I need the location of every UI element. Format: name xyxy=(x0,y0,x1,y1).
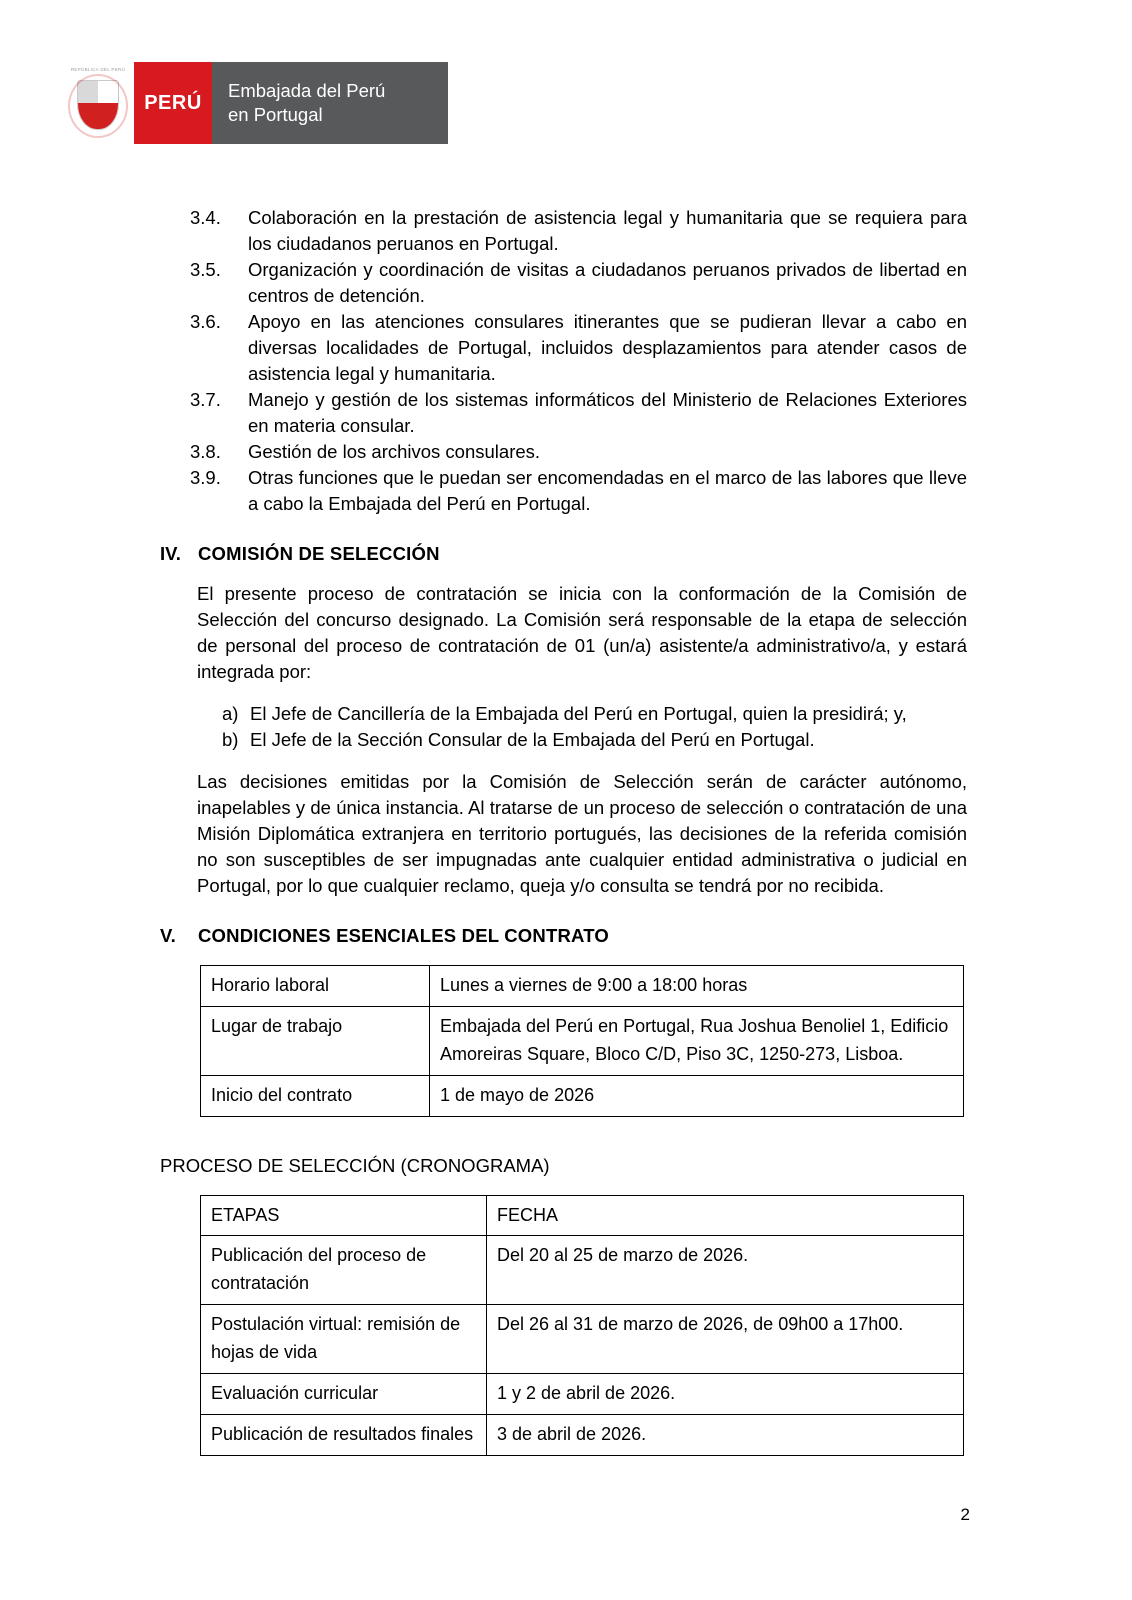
shield-shape xyxy=(77,80,119,130)
table-row xyxy=(201,1414,964,1455)
list-item-number: 3.7. xyxy=(190,389,221,410)
list-item xyxy=(190,309,967,387)
list-item-text: Manejo y gestión de los sistemas informáticos del Ministerio de Relaciones Exteriores en materia consular. xyxy=(248,389,967,436)
peru-coat-of-arms-icon xyxy=(62,62,134,144)
section-iv-paragraph-1: El presente proceso de contratación se inicia con la conformación de la Comisión de Selección del concurso designado. La Comisión será responsable de la etapa de selección de personal del proceso de contratación de 01 (un/a) asistente/a administrativo/a, y estará integrada por: xyxy=(197,583,967,682)
table-row xyxy=(201,966,964,1007)
condition-label: Horario laboral xyxy=(201,966,430,1007)
section-iv-paragraph-2: Las decisiones emitidas por la Comisión de Selección serán de carácter autónomo, inapelables y de única instancia. Al tratarse de un proceso de selección o contratación de una Misión Diplomática extranjera en territorio portugués, las decisiones de la referida comisión no son susceptibles de ser impugnadas ante cualquier entidad administrativa o judicial en Portugal, por lo que cualquier reclamo, queja y/o consulta se tendrá por no recibida. xyxy=(197,771,967,896)
section-heading-iv xyxy=(0,543,1132,565)
list-item xyxy=(190,387,967,439)
condition-value: 1 de mayo de 2026 xyxy=(430,1075,964,1116)
page-number: 2 xyxy=(960,1505,970,1524)
list-item xyxy=(222,727,967,753)
stage-cell: Publicación del proceso de contratación xyxy=(201,1236,487,1305)
stage-cell: Publicación de resultados finales xyxy=(201,1414,487,1455)
schedule-caption: PROCESO DE SELECCIÓN (CRONOGRAMA) xyxy=(160,1154,550,1176)
functions-list xyxy=(0,205,1132,517)
embassy-name-line2: en Portugal xyxy=(228,104,323,125)
list-item-text: El Jefe de Cancillería de la Embajada del Perú en Portugal, quien la presidirá; y, xyxy=(250,703,907,724)
condition-label: Lugar de trabajo xyxy=(201,1006,430,1075)
list-item-number: 3.6. xyxy=(190,311,221,332)
list-item-number: 3.8. xyxy=(190,441,221,462)
section-title: CONDICIONES ESENCIALES DEL CONTRATO xyxy=(198,925,609,946)
list-item-text: Apoyo en las atenciones consulares itinerantes que se pudieran llevar a cabo en diversas localidades de Portugal, incluidos desplazamientos para atender casos de asistencia legal y humanitaria. xyxy=(248,311,967,384)
list-item xyxy=(190,257,967,309)
table-row xyxy=(201,1236,964,1305)
date-cell: 1 y 2 de abril de 2026. xyxy=(487,1374,964,1415)
commission-members-list xyxy=(0,701,1132,753)
peru-label: PERÚ xyxy=(134,62,212,144)
list-item xyxy=(222,701,967,727)
table-row xyxy=(201,1075,964,1116)
list-item xyxy=(190,465,967,517)
table-header-row xyxy=(201,1195,964,1236)
condition-value: Lunes a viernes de 9:00 a 18:00 horas xyxy=(430,966,964,1007)
crest-motto-text: REPÚBLICA DEL PERÚ xyxy=(70,67,126,72)
contract-conditions-table xyxy=(200,965,964,1117)
embassy-name-block xyxy=(212,62,448,144)
column-header-date: FECHA xyxy=(487,1195,964,1236)
contract-conditions-table-wrap xyxy=(0,965,1132,1117)
date-cell: Del 26 al 31 de marzo de 2026, de 09h00 a 17h00. xyxy=(487,1305,964,1374)
list-item-number: 3.5. xyxy=(190,259,221,280)
section-heading-v xyxy=(0,925,1132,947)
list-item xyxy=(190,439,967,465)
section-number: IV. xyxy=(160,543,181,564)
table-row xyxy=(201,1305,964,1374)
table-row xyxy=(201,1006,964,1075)
list-item-marker: b) xyxy=(222,729,239,750)
list-item-number: 3.4. xyxy=(190,207,221,228)
list-item-text: Otras funciones que le puedan ser encomendadas en el marco de las labores que lleve a cabo la Embajada del Perú en Portugal. xyxy=(248,467,967,514)
section-number: V. xyxy=(160,925,176,946)
date-cell: Del 20 al 25 de marzo de 2026. xyxy=(487,1236,964,1305)
stage-cell: Postulación virtual: remisión de hojas de vida xyxy=(201,1305,487,1374)
date-cell: 3 de abril de 2026. xyxy=(487,1414,964,1455)
embassy-name-line1: Embajada del Perú xyxy=(228,79,386,101)
table-row xyxy=(201,1374,964,1415)
section-title: COMISIÓN DE SELECCIÓN xyxy=(198,543,440,564)
column-header-stages: ETAPAS xyxy=(201,1195,487,1236)
list-item xyxy=(190,205,967,257)
schedule-table xyxy=(200,1195,964,1456)
condition-label: Inicio del contrato xyxy=(201,1075,430,1116)
list-item-marker: a) xyxy=(222,703,239,724)
embassy-header-logo xyxy=(62,62,448,144)
list-item-text: Organización y coordinación de visitas a ciudadanos peruanos privados de libertad en centros de detención. xyxy=(248,259,967,306)
condition-value: Embajada del Perú en Portugal, Rua Joshua Benoliel 1, Edificio Amoreiras Square, Bloco C/D, Piso 3C, 1250-273, Lisboa. xyxy=(430,1006,964,1075)
list-item-text: El Jefe de la Sección Consular de la Embajada del Perú en Portugal. xyxy=(250,729,815,750)
list-item-text: Gestión de los archivos consulares. xyxy=(248,441,541,462)
list-item-number: 3.9. xyxy=(190,467,221,488)
stage-cell: Evaluación curricular xyxy=(201,1374,487,1415)
schedule-table-wrap xyxy=(0,1195,1132,1456)
document-content xyxy=(0,205,1132,1456)
list-item-text: Colaboración en la prestación de asistencia legal y humanitaria que se requiera para los ciudadanos peruanos en Portugal. xyxy=(248,207,967,254)
